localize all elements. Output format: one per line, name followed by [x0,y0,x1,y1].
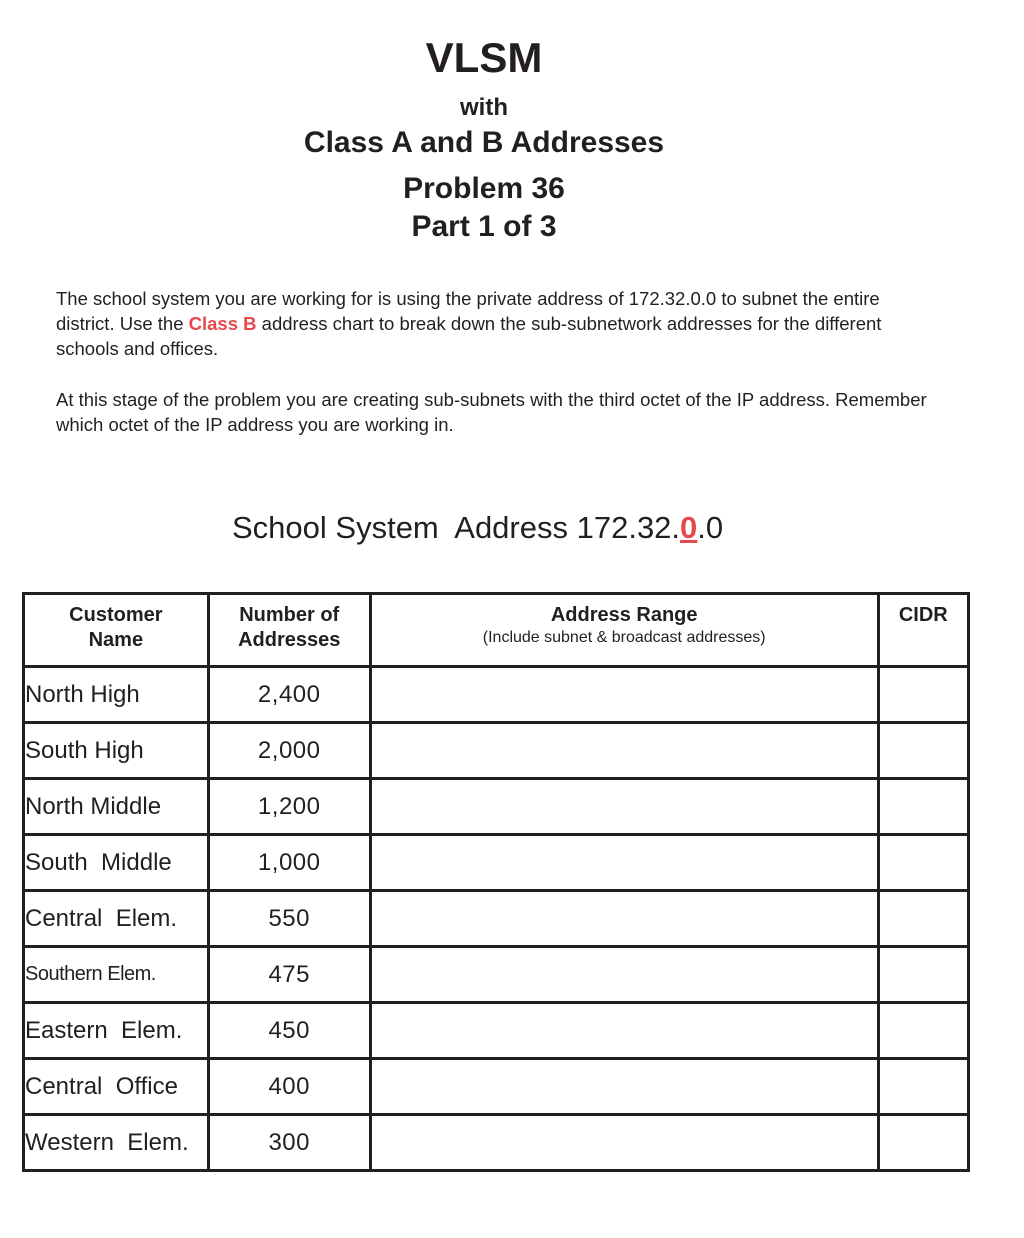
header-note: (Include subnet & broadcast addresses) [482,629,766,646]
cidr-cell[interactable] [878,891,968,947]
customer-name-cell: South High [24,723,209,779]
intro-paragraph-2: At this stage of the problem you are creating sub-subnets with the third octet of the IP address. Remember which octet of the IP address you are working in. [56,389,927,435]
cidr-cell[interactable] [878,1059,968,1115]
intro-paragraph-1 [56,286,936,361]
page-title: VLSM [425,34,543,81]
cidr-cell[interactable] [878,779,968,835]
address-count-cell: 1,200 [208,779,370,835]
address-range-cell[interactable] [370,1059,878,1115]
cidr-cell[interactable] [878,667,968,723]
customer-name-cell: North High [24,667,209,723]
subnet-table [22,592,970,1172]
customer-name-cell: Eastern Elem. [24,1003,209,1059]
page-subtitle: Class A and B Addresses [303,126,665,159]
header-number-of-addresses [208,594,370,667]
intro-text: The school system you are working for is using the private address of 172.32.0.0 to subnet the entire district. Use the [56,288,880,334]
address-count-cell: 475 [208,947,370,1003]
address-range-cell[interactable] [370,947,878,1003]
table-row [24,779,969,835]
table-row [24,835,969,891]
cidr-cell[interactable] [878,947,968,1003]
system-address-suffix: .0 [697,510,724,545]
cidr-cell[interactable] [878,835,968,891]
cidr-cell[interactable] [878,1003,968,1059]
system-address-label: School System Address 172.32. [232,510,681,545]
address-count-cell: 2,400 [208,667,370,723]
cidr-cell[interactable] [878,1115,968,1171]
header-address-range [370,594,878,667]
address-count-cell: 2,000 [208,723,370,779]
problem-number: Problem 36 [403,172,565,205]
address-count-cell: 1,000 [208,835,370,891]
customer-name-cell: North Middle [24,779,209,835]
table-row [24,1059,969,1115]
address-count-cell: 300 [208,1115,370,1171]
address-range-cell[interactable] [370,891,878,947]
customer-name-cell: Western Elem. [24,1115,209,1171]
customer-name-cell: Southern Elem. [24,947,209,1003]
header-text: Name [88,629,144,651]
table-row [24,667,969,723]
title-connector: with [460,94,508,121]
table-header-row [24,594,969,667]
table-row [24,1003,969,1059]
customer-name-cell: Central Elem. [24,891,209,947]
cidr-cell[interactable] [878,723,968,779]
header-text: Address Range [550,604,698,626]
address-range-cell[interactable] [370,1115,878,1171]
table-row [24,1115,969,1171]
table-row [24,891,969,947]
working-octet: 0 [680,510,698,545]
table-row [24,723,969,779]
address-range-cell[interactable] [370,835,878,891]
address-count-cell: 550 [208,891,370,947]
class-b-highlight: Class B [188,313,257,334]
address-range-cell[interactable] [370,723,878,779]
address-range-cell[interactable] [370,1003,878,1059]
school-system-address [232,510,723,546]
header-customer-name [24,594,209,667]
header-cidr: CIDR [878,594,968,667]
address-range-cell[interactable] [370,779,878,835]
address-count-cell: 450 [208,1003,370,1059]
table-row [24,947,969,1003]
header-text: Number of [239,604,340,626]
header-text: Addresses [238,629,341,651]
problem-part: Part 1 of 3 [411,210,557,243]
customer-name-cell: South Middle [24,835,209,891]
address-range-cell[interactable] [370,667,878,723]
address-count-cell: 400 [208,1059,370,1115]
intro-text: address chart to break down the sub-subnetwork addresses for the different schools and offices. [56,313,882,359]
header-text: Customer [69,604,163,626]
customer-name-cell: Central Office [24,1059,209,1115]
